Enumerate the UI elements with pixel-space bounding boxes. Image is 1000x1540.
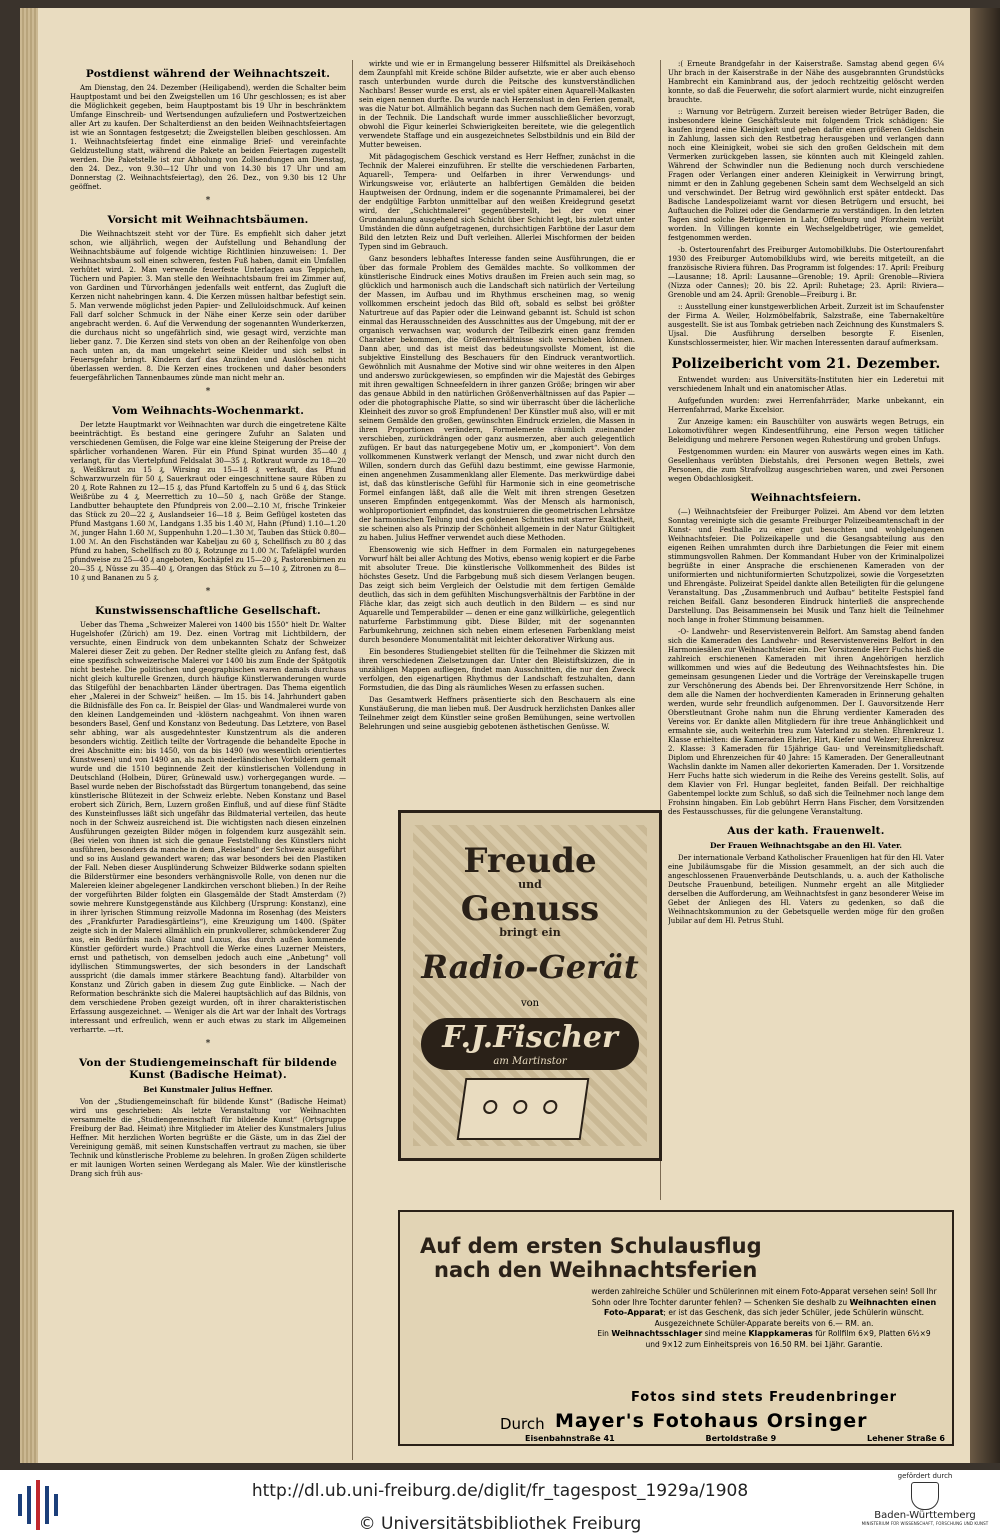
- article-text: Ueber das Thema „Schweizer Malerei von 1400 bis 1550“ hielt Dr. Walter Hugelshofer (Zürich) am 19. Dez. einen Vortrag mit Lichtbildern, der versuchte, einen Eindruck von dem unbekannten Schatz der Schweizer Malerei dieser Zeit zu geben. Der Redner stellte gleich zu Anfang fest, daß eine spezifisch schweizerische Malerei vor 1400 bis zum Ende der Spätgotik nicht bestehe. Die politischen und geographischen waren damals durchaus nicht gleich kulturelle Grenzen, durch häufige Künstlerwanderungen wurde das Stilgefühl der benachbarten Länder übertragen. Das Thema eigentlich eher „Malerei in der Schweiz“ heißen. — Im 15. bis 14. Jahrhundert gaben die Bildnisfälle des Fon ca. Ir. Beispiel der Glas- und Wandmalerei wurde von den kleinen Landgemeinden und -klöstern nachgeahmt. Von ihnen waren besonders Basel, Genf und Konstanz von Bedeutung. Das Letztere, von Basel sehr abhing, war als ausgedehntester Kunstzentrum als die anderen besonders wichtig. Zeitlich teilte der Vortragende die behandelte Epoche in drei Abschnitte ein: bis 1450, von da bis 1490 (wo wesentlich orientiertes Kunstwesen) und von 1490 an, als nach niederländischen Vorbildern gemalt wurde und die 1510 beginnende Zeit der künstlerischen Vollendung in Deutschland (Holbein, Dürer, Grünewald usw.) vorhergegangen wurde. — Basel wurde neben der Bischofsstadt das Bürgertum tonangebend, das seine künstlerische Blütezeit in der Schweiz erlebte. Neben Konstanz und Basel erobert sich Zürich, Bern, Luzern großen Einfluß, und auf diese fünf Städte des Kunsteinflusses läßt sich ungefähr das Bildmaterial verteilen, das heute noch in der Schweiz ausreichend ist. Die wichtigsten nach diesen einzelnen Ausführungen gezeigten Bilder mögen in folgendem kurz ausgezählt sein. (Bei vielen von ihnen ist sich die genaue Feststellung des Künstlers nicht ausführen, besonders da manche in dem „Reiseland“ der Schweiz ausgeführt und so ins Ausland gewandert waren; das war besonders bei den Plastiken der Fall. Neben dieser Ausplünderung Schweizer Bildwerke sodann spielten die Bilderstürmer eine besonders verhängnisvolle Rolle, von denen nur die Malereien kleiner abgelegener Landkirchen verschont blieben.) In der Reihe der vorgeführten Bilder folgten ein Glasgemälde der Stadt Amsterdam (?) sowie mehrere Kunstgegenstände aus Kilchberg (Ursprung: Konstanz), eine in ihrer lyrischen Stimmung reizvolle Madonna im Rosenhag (des Meisters des „Frankfurter Paradiesgärtleins“), eine Kreuzigung um 1400. (Später zeigte sich in der Malerei allmählich ein prunkvollerer, schmückenderer Zug aus, ein Bedürfnis nach Glanz und Luxus, das durch außen kommende Künstler gefördert wurde.) Prachtvoll die Werke eines Luzerner Meisters, ernst und pathetisch, von demselben jedoch auch eine „Anbetung“ voll idyllischen Stimmungswertes, der sich besonders in der Landschaft ausspricht (die damals immer stärkere Beachtung fand). Altarbilder von Konstanz und Zürich gaben in diesem Zug gute Einblicke. — Nach der Reformation beschränkte sich die Malerei hauptsächlich auf das Bildnis, von dem verschiedene Proben gezeigt wurden, oft in ihrer charakteristischen Erfassung ausgezeichnet. — Weniger als die Art war der Inhalt des Vortrags interessant und erfreulich, wenn er auch etwas zu stark im Allgemeinen verharrte. —rt.: [70, 621, 346, 1034]
- sponsor-ministry: MINISTERIUM FÜR WISSENSCHAFT, FORSCHUNG UND KUNST: [861, 1521, 989, 1526]
- radio-knob-icon: [482, 1100, 498, 1114]
- ad-text-part: sind meine: [704, 1329, 746, 1338]
- article-text: Am Dienstag, den 24. Dezember (Heiligabend), werden die Schalter beim Hauptpostamt und bei den Zweigstellen um 16 Uhr geschlossen; es ist aber die Möglichkeit gegeben, beim Hauptpostamt bis 19 Uhr in beschränktem Umfange Einschreib- und Wertsendungen aufzuliefern und Postwertzeichen aller Art zu kaufen. Der Schalterdienst an den beiden Weihnachtsfeiertagen ist wie an Sonntagen festgesetzt; die Zweigstellen bleiben geschlossen. Am 1. Weihnachtsfeiertag findet eine einmalige Brief- und vereinfachte Geldzustellung statt, während die Pakete an beiden Feiertagen zugestellt werden. Die Paketstelle ist zur Abholung von Zollsendungen am Dienstag, den 24. Dez., von 9.30—12 Uhr und von 14.30 bis 17 Uhr und am Donnerstag (2. Weihnachtsfeiertag), den 26. Dez., von 9.30 bis 12 Uhr geöffnet.: [70, 84, 346, 191]
- separator-star: *: [205, 1039, 211, 1049]
- ad-shop-name: Mayer's Fotohaus Orsinger: [555, 1410, 868, 1432]
- page-stack-edge: [20, 8, 38, 1463]
- separator-star: *: [205, 387, 211, 397]
- heading-frauenwelt: Aus der kath. Frauenwelt.: [727, 825, 885, 837]
- ad-headline: [420, 1234, 762, 1282]
- heading-weihnachtsbaeume: Vorsicht mit Weihnachtsbäumen.: [107, 214, 309, 226]
- ad-headline: [401, 843, 659, 939]
- copyright-notice: © Universitätsbibliothek Freiburg: [358, 1514, 642, 1534]
- article-text: :: Warnung vor Betrügern. Zurzeit bereisen wieder Betrüger Baden, die insbesondere kleine Geschäftsleute mit folgendem Trick schädigen: Sie kaufen irgend eine Kleinigkeit und geben dafür einen größeren Geldschein in Zahlung, lassen sich den Restbetrag herausgeben und verlangen dann noch eine Kleinigkeit, wobei sie sich den großen Geldschein mit dem Vermerken zurückgeben lassen, sie könnten auch mit Kleingeld zahlen. Während der Schwindler nun die Bedienung noch durch verschiedene Fragen oder Verlangen einer anderen Kleinigkeit in Verwirrung bringt, nimmt er den in Zahlung gegebenen Schein samt dem Wechselgeld an sich und verschwindet. Der Betrug wird gewöhnlich erst später entdeckt. Das Badische Landespolizeiamt warnt vor diesen Betrügern und ersucht, bei Auftauchen die Polizei oder die Gendarmerie zu verständigen. In den letzten Tagen sind solche Betrügereien in Lahr, Offenburg und Pforzheim verübt worden. In Villingen konnte ein Wechselgeldbetrüger, wie gemeldet, festgenommen werden.: [668, 108, 944, 242]
- ad-radio-geraet: Radio-Gerät: [421, 948, 639, 986]
- heading-kunstwissenschaft: Kunstwissenschaftliche Gesellschaft.: [95, 605, 321, 617]
- ad-text-bold: Weihnachten einen Foto-Apparat: [603, 1297, 937, 1317]
- footer-bar: [0, 1470, 1000, 1540]
- foto-advertisement: [398, 1210, 954, 1446]
- ad-word-freude: Freude: [463, 841, 597, 881]
- subheading: Der Frauen Weihnachtsgabe an den Hl. Vater.: [709, 841, 903, 850]
- column-3: [668, 60, 944, 1220]
- sponsor-logo: [855, 1472, 995, 1538]
- ad-text-bold: Weihnachtsschlager: [611, 1329, 703, 1338]
- article-text: wirkte und wie er in Ermangelung besserer Hilfsmittel als Dreikäsehoch dem Zaunpfahl mit Kreide schöne Bilder aufsetzte, wie er aber auch ebenso rasch unterbunden wurde durch die Peitsche des kunstverständlichen Nachbars! Besser wurde es erst, als er viel später einen Aquarell-Malkasten sein eigen nennen durfte. Da wurde nach Herzenslust in den Ferien gemalt, was die Natur bot. Allmählich begann das Suchen nach dem Gemäßen, vorab in der Technik. Die Landschaft wurde immer ausschließlicher bevorzugt, obwohl die Figur keinerlei Schwierigkeiten bereitete, wie die gelegentlich verwendete Staffage und ein ausgezeichnetes Selbstbildnis und ein Bild der Mutter beweisen.: [359, 60, 635, 149]
- column-1: [70, 60, 346, 1470]
- ad-address: Lehener Straße 6: [867, 1434, 945, 1443]
- article-text: -b. Ostertourenfahrt des Freiburger Automobilklubs. Die Ostertourenfahrt 1930 des Freiburger Automobilklubs wird, wie bereits mitgeteilt, an die französische Riviera führen. Das Programm ist folgendes: 17. April: Freiburg—Lausanne; 18. April: Lausanne—Grenoble; 19. April: Grenoble—Riviera (Nizza oder Cannes); 20. bis 22. April: Ruhetage; 23. April: Riviera—Grenoble und am 24. April: Grenoble—Freiburg i. Br.: [668, 246, 944, 299]
- sponsor-line: gefördert durch: [897, 1472, 953, 1480]
- ad-headline-line2: nach den Weihnachtsferien: [434, 1258, 758, 1282]
- ad-von: von: [520, 998, 540, 1009]
- ad-addresses: [525, 1434, 945, 1443]
- sponsor-name: Baden-Württemberg: [874, 1510, 976, 1521]
- separator-star: *: [205, 587, 211, 597]
- heading-studiengemeinschaft: Von der Studiengemeinschaft für bildende Kunst (Badische Heimat).: [79, 1057, 337, 1081]
- ad-address: Bertoldstraße 9: [705, 1434, 777, 1443]
- subheading: Bei Kunstmaler Julius Heffner.: [143, 1085, 273, 1094]
- ad-slogan: Fotos sind stets Freudenbringer: [630, 1390, 898, 1405]
- ad-text-part: Ein: [597, 1329, 609, 1338]
- article-text: Entwendet wurden: aus Universitäts-Instituten hier ein Lederetui mit verschiedenem Inhalt und ein anatomischer Atlas.: [668, 376, 944, 393]
- ad-text-part: werden zahlreiche Schüler und Schülerinnen mit einem Foto-Apparat versehen sein! Soll Ihr Sohn oder Ihre Tochter darunter fehlen? — Schenken Sie deshalb zu: [591, 1287, 937, 1307]
- article-text: Festgenommen wurden: ein Maurer von auswärts wegen eines im Kath. Gesellenhaus verübten Diebstahls, drei Personen wegen Bettels, zwei Personen, die zum Strafvollzug ausgeschrieben waren, und zwei Personen wegen Obdachlosigkeit.: [668, 448, 944, 483]
- article-text: Zur Anzeige kamen: ein Bauschülter von auswärts wegen Betrugs, ein Lokomotivführer wegen Kindesentführung, eine Person wegen tätlicher Beleidigung und mehrere Personen wegen Ruhestörung und groben Unfugs.: [668, 418, 944, 444]
- article-text: Ganz besonders lebhaftes Interesse fanden seine Ausführungen, die er über das formale Problem des Gemäldes machte. So vollkommen der künstlerische Eindruck eines Motivs draußen im Freien auch sein mag, so glücklich und harmonisch auch die Landschaft sich natürlich der Verteilung der Massen, im Aufbau und im Rhythmus erscheinen mag, so wenig vollkommen erscheint jedoch das Bild oft, sobald es selbst bei größter Naturtreue auf das Papier oder die Leinwand gebannt ist. Schuld ist schon einmal das Herausschneiden des Ausschnittes aus der Umgebung, mit der er organisch verwachsen war, wodurch der Teilbezirk einen ganz fremden Charakter bekommen, die Größenverhältnisse sich verschieben können. Dann aber, und das ist meist das bedeutungsvollste Moment, ist die subjektive Einstellung des Beschauers für den Eindruck verantwortlich. Gewöhnlich mit Ausnahme der Motive sind wir ohne weiteres in den Alpen und anderswo zurückgewiesen, so empfinden wir die Majestät des Gebirges mit ihren gewaltigen Schneefeldern in ihrer ganzen Größe; bringen wir aber das genaue Abbild in den natürlichen Größenverhältnissen auf das Papier — oder die photographische Platte, so sind wir überrascht über die lächerliche Kleinheit des zuvor so groß Empfundenen! Der Künstler muß also, will er mit seinem Gemälde den großen, gewünschten Eindruck erzielen, die Massen in ihren Proportionen verändern, Formelemente räumlich zueinander verschieben, zurückdrängen oder ganz ausmerzen, aber auch gelegentlich zufügen. Er baut das naturgegebene Motiv um, er „komponiert“. Von dem vollkommenen Kunstwerk verlangt der Mensch, und zwar nicht durch den Willen, sondern durch das Gefühl dazu bestimmt, eine gewisse Harmonie, einen angenehmen Zusammenklang aller Elemente. Das merkwürdige dabei ist, daß das künstlerische Gefühl für Harmonie sich in eine geometrische Formel einfangen läßt, daß alle die Welt mit ihren strengen Gesetzen unseren Empfinden entgegenkommt. Was der Mensch als harmonisch, wohlproportioniert empfindet, das konstruieren die geometrischen Lehrsätze der harmonischen Teilung und des goldenen Schnittes mit starrer Exaktheit, sie scheinen also als Prinzip der Schönheit allgemein in der Natur Gültigkeit zu haben. Julius Heffner verwendet auch diese Methoden.: [359, 255, 635, 542]
- ad-word-bringt: bringt ein: [499, 926, 561, 939]
- article-text: Von der „Studiengemeinschaft für bildende Kunst“ (Badische Heimat) wird uns geschrieben: Als letzte Veranstaltung vor Weihnachten versammelte die „Studiengemeinschaft für bildende Kunst“ (Ortsgruppe Freiburg der Bad. Heimat) ihre Mitglieder im Atelier des Kunstmalers Julius Heffner. Mit herzlichen Worten begrüßte er die Gäste, um in das Ziel der Vereinigung gemäß, mit seinen Kunstschaffen vertraut zu machen, sie über Technik und künstlerische Probleme zu belehren. In großen Zügen schilderte er mit launigen Worten seinen Werdegang als Maler. Wie der künstlerische Drang sich früh aus-: [70, 1098, 346, 1178]
- article-text: Mit pädagogischem Geschick verstand es Herr Heffner, zunächst in die Technik der Malerei einzuführen. Er stellte die verschiedenen Farbarten, Aquarell-, Tempera- und Oelfarben in ihrer Verwendungs- und Wirkungsweise vor, erläuterte an halbfertigen Gemälden die beiden Hauptweisen der Ordnung, indem er die sogenannte Primamalerei, bei der der endgültige Farbton unmittelbar auf den weißen Kreidegrund gesetzt wird, der „Schichtmalerei“ gegenüberstellt, bei der von einer Grundanmalung ausgehend sich Schicht über Schicht legt, bis zuletzt unter Umständen die dünn aufgetragenen, durchsichtigen Farbtöne der Lasur dem Bild den letzten Reiz und Duft verleihen. Allerlei Mischformen der beiden Typen sind im Gebrauch.: [359, 153, 635, 251]
- column-rule: [352, 60, 353, 1460]
- ad-word-und: und: [518, 878, 542, 891]
- ad-text-part: für Rollfilm 6×9, Platten 6½×9 und 9×12 zum Einheitspreis von 16.50 RM. bei 1jähr. Garantie.: [645, 1329, 931, 1349]
- ad-durch: Durch: [500, 1415, 545, 1433]
- ad-address: Eisenbahnstraße 41: [525, 1434, 615, 1443]
- ad-brand-fischer: F.J.Fischer: [421, 1018, 639, 1070]
- ad-word-genuss: Genuss: [460, 889, 600, 929]
- article-text: Aufgefunden wurden: zwei Herrenfahrräder, Marke unbekannt, ein Herrenfahrrad, Marke Excelsior.: [668, 397, 944, 414]
- radio-knob-icon: [512, 1100, 528, 1114]
- heading-polizeibericht: Polizeibericht vom 21. Dezember.: [671, 356, 941, 372]
- article-text: Ein besonderes Studiengebiet stellten für die Teilnehmer die Skizzen mit ihren verschiedenen Zielsetzungen dar. Unter den Bleistiftskizzen, die in unzähligen Mappen aufliegen, findet man Ausschnitten, die nur den Zweck verfolgen, den eigenartigen Rhythmus der Landschaft festzuhalten, dann Formstudien, die das Ding als räumliches Wesen zu erfassen suchen.: [359, 648, 635, 692]
- permalink-url[interactable]: http://dl.ub.uni-freiburg.de/diglit/fr_tagespost_1929a/1908: [251, 1481, 749, 1501]
- article-text: -O- Landwehr- und Reservistenverein Belfort. Am Samstag abend fanden sich die Kameraden des Landwehr- und Reservistenvereins Belfort in den Harmoniesälen zur Weihnachtsfeier ein. Der Vorsitzende Herr Fuchs hieß die zahlreich erschienenen Kameraden mit ihren Angehörigen herzlich willkommen und wies auf die Bedeutung des Weihnachtsfestes hin. Die gemeinsam gesungenen Lieder und die Vorträge der Vereinskapelle trugen zur Verschönerung des Abends bei. Der Ehrenvorsitzende Herr Schöne, in dem alle die Namen der hochverdienten Kameraden in Erinnerung gehalten werden, wurde sehr freundlich aufgenommen. Der I. Gauvorsitzende Herr Oberstleutnant Grohe nahm nun die Ehrung verdienter Kameraden des Vereins vor. Er dankte allen Mitgliedern für ihre treue Anhänglichkeit und ermahnte sie, auch weiterhin treu zum Vaterland zu stehen. Ehrenkreuz 1. Klasse erhielten: die Kameraden Ehrler, Hirt, Kiefer und Welzer; Ehrenkreuz 2. Klasse: 3 Kameraden für 15jährige Gau- und Vereinsmitgliedschaft. Diplom und Ehrenzeichen für 40 Jahre: 15 Kameraden. Der Generalleutnant Wachslin dankte im Namen aller dekorierten Kameraden. Der 1. Vorsitzende Herr Fuchs hatte sich wiederum in die Reihe des Vereins gestellt. Solis, auf dem Klavier von Frl. Hungar begleitet, fanden Beifall. Der reichhaltige Gabentempel lockte zum Schluß, so daß sich die Teilnehmer noch lange dem Frohsinn hingaben. Ein Lob gebührt Herrn Hans Fischer, dem Vorsitzenden des Festausschusses, für die gelungene Veranstaltung.: [668, 628, 944, 816]
- ad-text-bold: Klappkameras: [748, 1329, 813, 1338]
- heading-postdienst: Postdienst während der Weihnachtszeit.: [85, 68, 331, 80]
- article-text: (—) Weihnachtsfeier der Freiburger Polizei. Am Abend vor dem letzten Sonntag vereinigte sich die gesamte Freiburger Polizeibeamtenschaft in der Kunst- und Festhalle zu einer gut besuchten und wohlgelungenen Weihnachtsfeier. Die Polizeikapelle und die Gesangsabteilung aus den eigenen Reihen umrahmten durch ihre Darbietungen die Feier mit einem stimmungsvollen Rahmen. Der Kommandant Huber von der Kriminalpolizei begrüßte in einer Ansprache die erschienenen Kameraden von der uniformierten und nichtuniformierten Schutzpolizei, sowie die Vorgesetzten und Ehrengäste. Polizeirat Speidel dankte allen Beteiligten für die gelungene Veranstaltung. Das „Zusammenbruch und Aufbau“ betitelte Festspiel fand reichen Beifall. Ganz besonderen Eindruck hinterließ die ansprechende Darstellung. Das Beisammensein bei Musik und Tanz hielt die Teilnehmer noch lange in froher Stimmung beisammen.: [668, 508, 944, 624]
- article-text: Ebensowenig wie sich Heffner in dem Formalen ein naturgegebenes Vorwurf hält bei aller Achtung des Motivs, ebenso wenig kopiert er die Farbe mit absoluter Treue. Die künstlerische Vollkommenheit des Bildes ist höchstes Gesetz. Und die Farbgebung muß sich diesem Verlangen beugen. Das zeigt sich beim Vergleich der Oelstudie mit dem fertigen Gemälde deutlich, das sich in dem gefühlten Mischungsverhältnis der Farbtöne in der Fläche klar, das zeigt sich auch deutlich in den Bildern — es sind nur Aquarelle und Temperabilder — denen er eine ganz willkürliche, gelegentlich naturferne Farbstimmung gibt. Diese Bilder, mit der sogenannten Farbumkehrung, zeichnen sich neben einem erlesenen Farbenklang meist durch besondere Monumentalität mit leichter dekorativer Wirkung aus.: [359, 546, 635, 644]
- ad-address: am Martinstor: [493, 1056, 567, 1067]
- article-text: Das Gesamtwerk Heffners präsentierte sich den Beschauern als eine Kunstäußerung, die man lieben muß. Der Ausdruck herzlichsten Dankes aller Teilnehmer zeigt dem Künstler seine großen Bemühungen, seine wertvollen Belehrungen und seine ausgiebig gebotenen ästhetischen Genüsse. W.: [359, 696, 635, 731]
- article-text: Der letzte Hauptmarkt vor Weihnachten war durch die eingetretene Kälte beeinträchtigt. Es bestand eine geringere Zufuhr an Salaten und verschiedenen Gemüsen, die Folge war eine kleine Steigerung der Preise der spärlicher vorhandenen Waren. Für ein Pfund Spinat wurden 35—40 ₰ verlangt, für das Viertelpfund Feldsalat 30—35 ₰. Rotkraut wurde zu 18—20 ₰, Weißkraut zu 15 ₰, Wirsing zu 15—18 ₰ verkauft, das Pfund Schwarzwurzeln für 50 ₰, Sauerkraut oder eingeschnittene saure Rüben zu 20 ₰, Rote Rahnen zu 12—15 ₰, das Pfund Kartoffeln zu 5 und 6 ₰, das Stück Weißrübe zu 4 ₰, Meerrettich zu 10—50 ₰, nach Größe der Stange. Landbutter behauptete den Pfundpreis von 2.00—2.10 ℳ, frische Trinkeier das Stück zu 20—22 ₰, Auslandseier 16—18 ₰. Beim Geflügel kosteten das Pfund Mastgans 1.60 ℳ, Landgans 1.35 bis 1.40 ℳ, Hahn (Pfund) 1.10—1.20 ℳ, junger Hahn 1.60 ℳ, Suppenhuhn 1.20—1.30 ℳ, Tauben das Stück 0.80—1.00 ℳ. An den Fischständen war Kabeljau zu 60 ₰, Schellfisch zu 80 ₰ das Pfund zu haben, Schellfisch zu 80 ₰, Rotzunge zu 1.00 ℳ. Tafeläpfel wurden pfundweise zu 25—40 ₰ angeboten, Kochäpfel zu 15—20 ₰, Pastorenbirnen zu 20—35 ₰, Nüsse zu 35—40 ₰, Orangen das Stück zu 5—10 ₰, Zitronen zu 8—10 ₰ und Bananen zu 5 ₰.: [70, 421, 346, 582]
- heading-wochenmarkt: Vom Weihnachts-Wochenmarkt.: [111, 405, 305, 417]
- article-text: Die Weihnachtszeit steht vor der Türe. Es empfiehlt sich daher jetzt schon, wie alljährlich, wegen der Aufstellung und Behandlung der Weihnachtsbäume auf folgende wichtige Richtlinien hinzuweisen: 1. Der Weihnachtsbaum soll einen schweren, festen Fuß haben, damit ein Umfallen verhütet wird. 2. Man verwende feuerfeste Unterlagen aus Teppichen, Tüchern und Papier. 3. Man stelle den Weihnachtsbaum frei im Zimmer auf, von Gardinen und Türvorhängen jedenfalls weit entfernt, das Zugluft die Kerzen nicht nahebringen kann. 4. Die Kerzen müssen haltbar befestigt sein. 5. Man verwende möglichst jeden Papier- und Zelluloidschmuck. Auf keinen Fall darf solcher Schmuck in der Nähe einer Kerze sein oder darüber angebracht werden. 6. Auf die Verwendung der sogenannten Wunderkerzen, die durchaus nicht so ungefährlich sind, wie gesagt wird, verzichte man lieber ganz. 7. Die Kerzen sind stets von oben an der Reihenfolge von oben nach unten an, da man umgekehrt seine Kleider und sich selbst in Feuersgefahr bringt. Kindern darf das Anzünden und Auslöschen nicht überlassen werden. 8. Die Kerzen eines trockenen und daher besonders feuergefährlichen Tannenbaumes zünde man nicht mehr an.: [70, 230, 346, 382]
- ad-headline-line1: Auf dem ersten Schulausflug: [420, 1234, 762, 1258]
- radio-knob-icon: [542, 1100, 558, 1114]
- column-2: [359, 60, 635, 780]
- radio-advertisement: [398, 810, 662, 1161]
- radio-set-illustration: [457, 1078, 590, 1140]
- separator-star: *: [205, 196, 211, 206]
- heading-weihnachtsfeiern: Weihnachtsfeiern.: [750, 492, 862, 504]
- coat-of-arms-icon: [911, 1482, 939, 1510]
- article-text: :: Ausstellung einer kunstgewerblichen Arbeit. Zurzeit ist im Schaufenster der Firma A. Weiler, Holzmöbelfabrik, Salzstraße, eine Tabernakeltüre ausgestellt. Sie ist aus Tombak getrieben nach Zeichnung des Kunstmalers S. Ujsal. Die Ausführung derselben besorgte F. Eisenlen, Kunstschlossermeister, hier. Wir machen Interessenten darauf aufmerksam.: [668, 303, 944, 347]
- ad-body-text: [590, 1287, 938, 1350]
- article-text: :( Erneute Brandgefahr in der Kaiserstraße. Samstag abend gegen 6¼ Uhr brach in der Kaiserstraße in der Nähe des ausgebrannten Grundstücks Hambrecht ein Kaminbrand aus, der jedoch rechtzeitig gelöscht werden konnte, so daß die Feuerwehr, die sofort alarmiert wurde, nicht einzugreifen brauchte.: [668, 60, 944, 104]
- article-text: Der internationale Verband Katholischer Frauenligen hat für den Hl. Vater eine Jubiläumsgabe für die Mission gesammelt, an der sich auch die angeschlossenen Frauenverbände Deutschlands, u. a. auch der Katholische Deutsche Frauenbund, beteiligen. Nunmehr ergeht an alle Mitglieder derselben die Aufforderung, am Weihnachtsfest in ganz besonderer Weise im Gebet der Anliegen des Hl. Vaters zu gedenken, so daß die Weihnachtskommunion zu der Gebetsquelle werden möge für den großen Jubilar auf dem Hl. Petrus Stuhl.: [668, 854, 944, 925]
- book-spine: [970, 8, 1000, 1463]
- ad-text-part: ; er ist das Geschenk, das sich jeder Schüler, jede Schülerin wünscht. Ausgezeichnete Schüler-Apparate bereits von 6.— RM. an.: [654, 1308, 925, 1328]
